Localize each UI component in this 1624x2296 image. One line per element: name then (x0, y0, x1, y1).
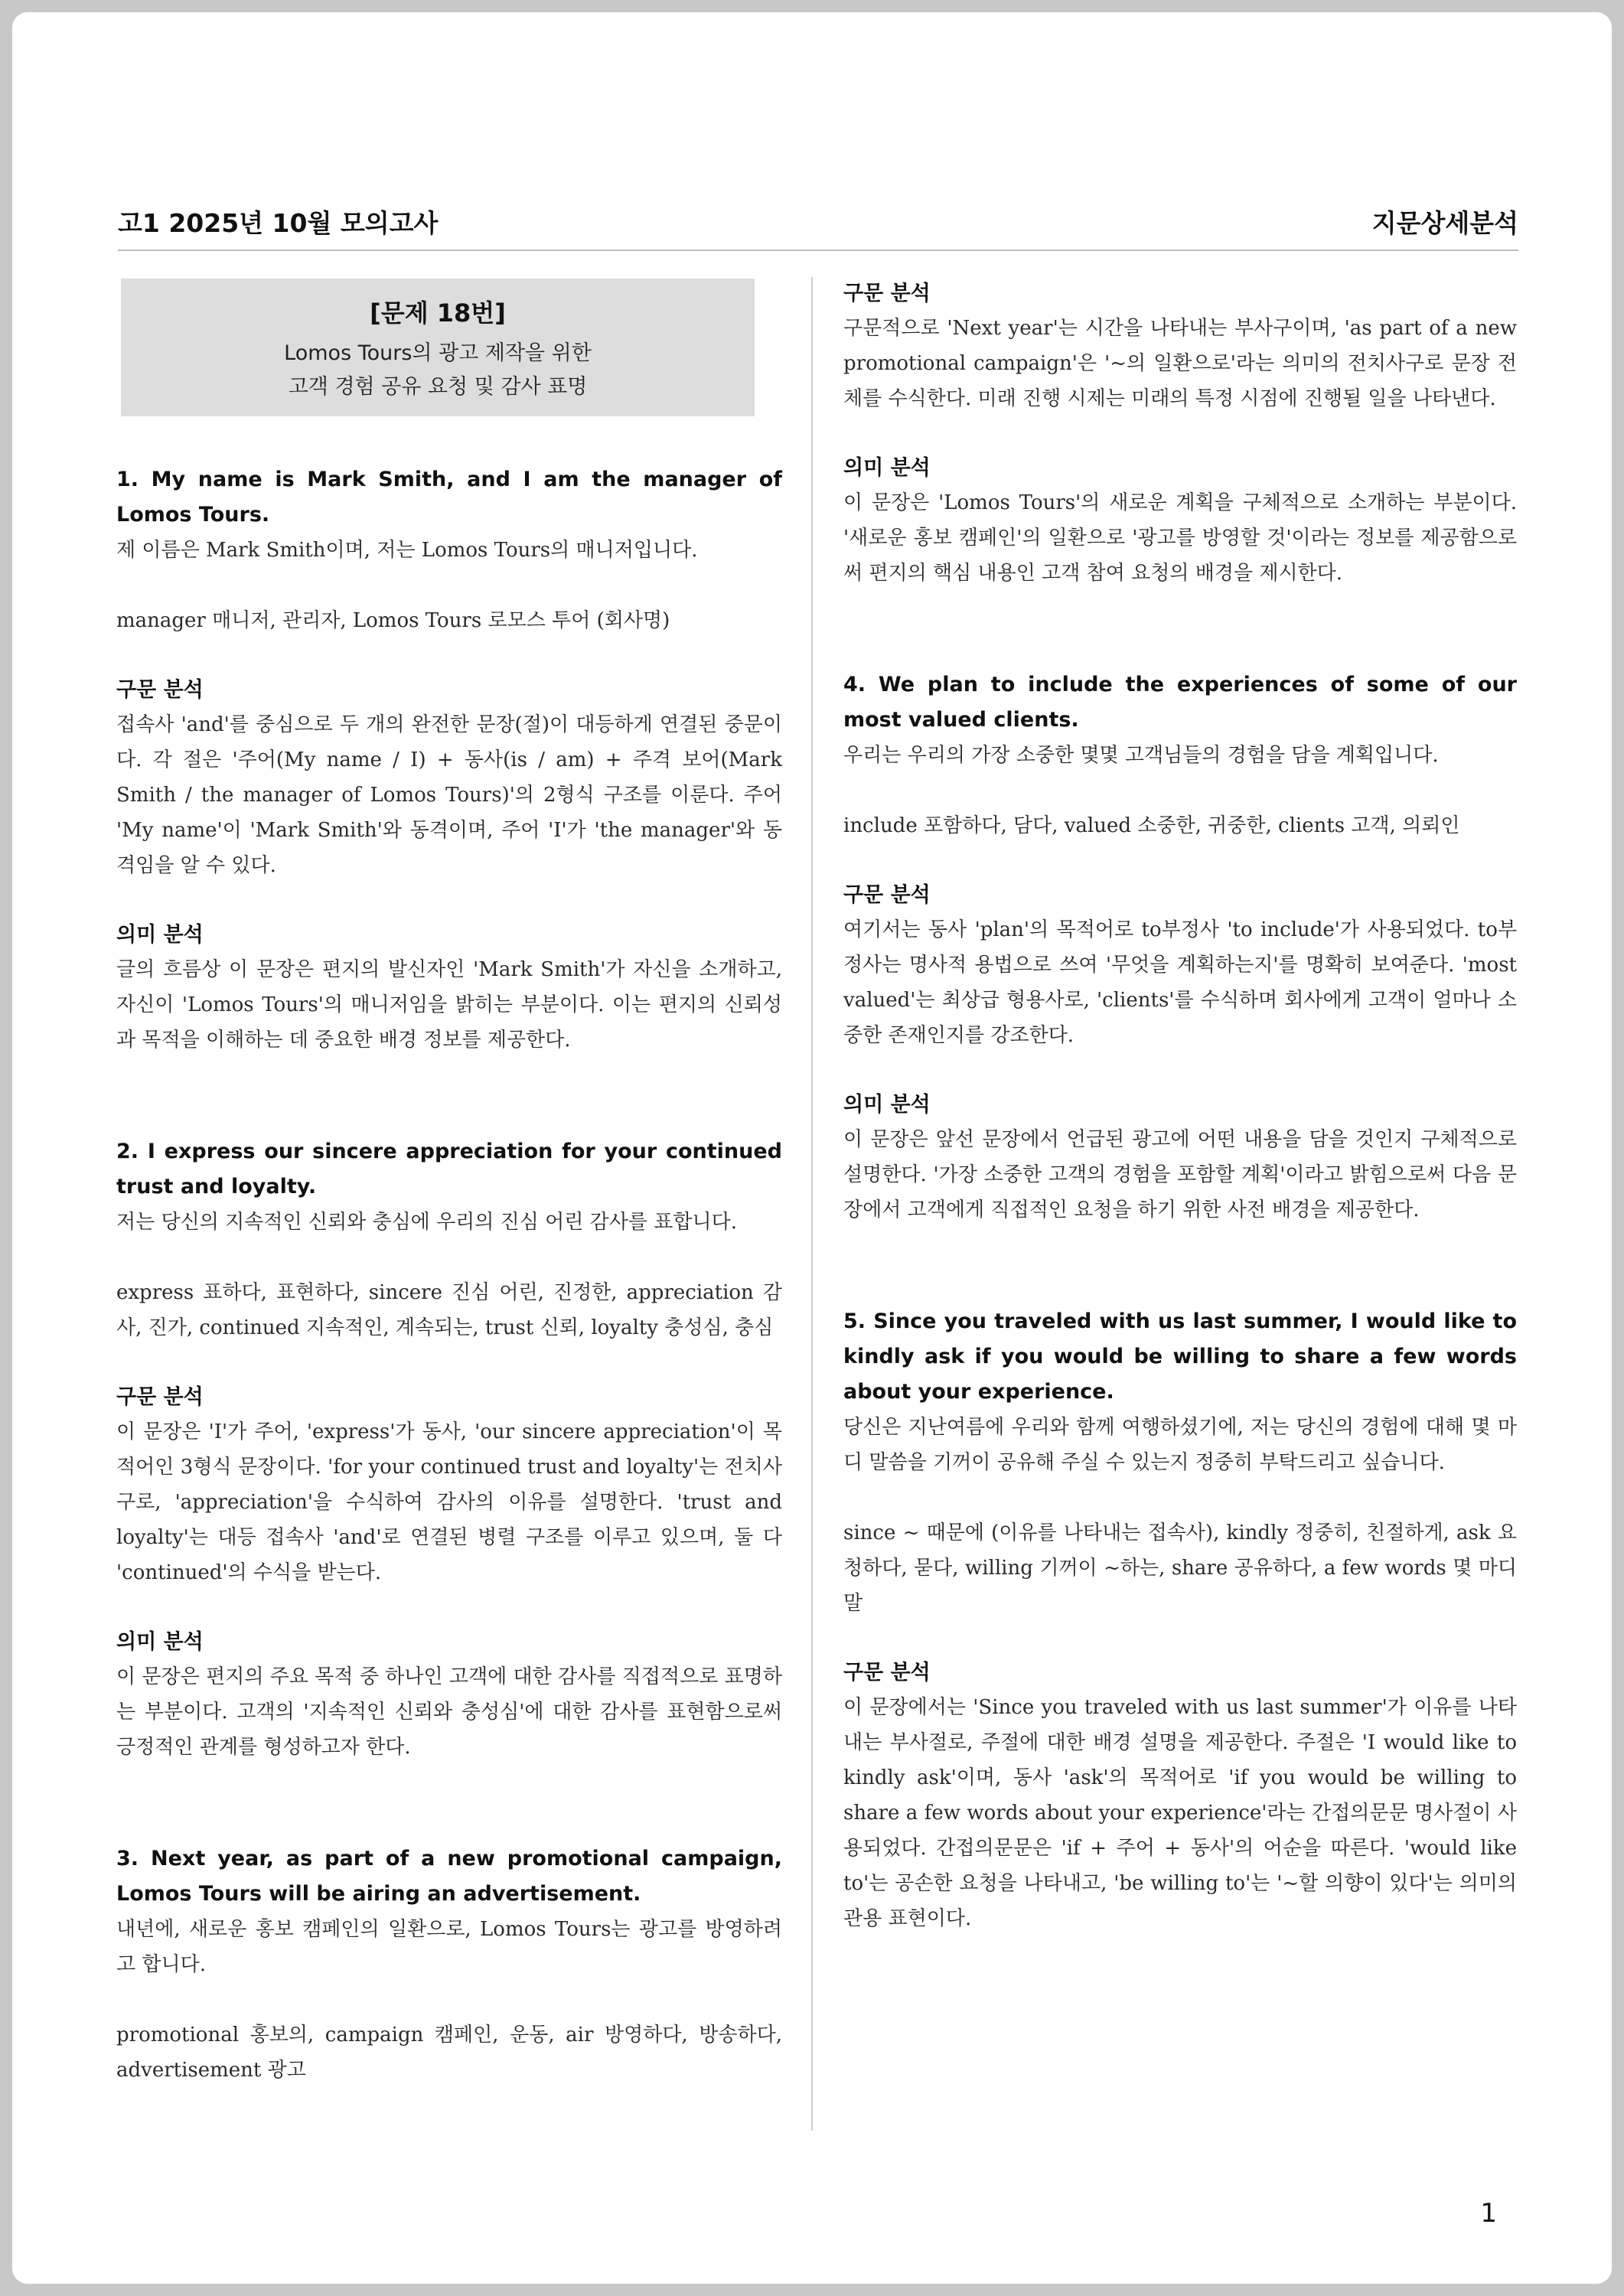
english-sentence: 4. We plan to include the experiences of some of our most valued clients. (843, 673, 1517, 732)
meaning-analysis: 이 문장은 앞선 문장에서 언급된 광고에 어떤 내용을 담을 것인지 구체적으로 설명한다. '가장 소중한 고객의 경험을 포함할 계획'이라고 밝힘으로써 다음 문장에서 고객에게 직접적인 요청을 하기 위한 사전 배경을 제공한다. (843, 1128, 1517, 1221)
meaning-analysis: 이 문장은 편지의 주요 목적 중 하나인 고객에 대한 감사를 직접적으로 표명하는 부분이다. 고객의 '지속적인 신뢰와 충성심'에 대한 감사를 표현함으로써 긍정적인 관계를 형성하고자 한다. (116, 1665, 782, 1759)
question-subtitle-line-2: 고객 경험 공유 요청 및 감사 표명 (288, 375, 588, 399)
sentence-section-3 (116, 1841, 782, 2088)
sentence-section-5 (843, 1304, 1517, 1936)
exam-title: 고1 2025년 10월 모의고사 (118, 208, 439, 238)
syntax-analysis: 여기서는 동사 'plan'의 목적어로 to부정사 'to include'가 사용되었다. to부정사는 명사적 용법으로 쓰여 '무엇을 계획하는지'를 명확히 보여준다. 'most valued'는 최상급 형용사로, 'clients'를 수식하며 회사에게 고객이 얼마나 소중한 존재인지를 강조한다. (843, 918, 1517, 1047)
syntax-heading: 구문 분석 (116, 678, 204, 702)
sentence-section-1 (116, 462, 782, 1058)
meaning-heading: 의미 분석 (843, 1093, 931, 1117)
korean-translation: 우리는 우리의 가장 소중한 몇몇 고객님들의 경험을 담을 계획입니다. (843, 744, 1439, 767)
document-page (12, 12, 1612, 2284)
syntax-analysis: 접속사 'and'를 중심으로 두 개의 완전한 문장(절)이 대등하게 연결된 중문이다. 각 절은 '주어(My name / I) + 동사(is / am) + 주격 보어(Mark Smith / the manager of Lomos Tours)'의 2형식 구조를 이룬다. 주어 'My name'이 'Mark Smith'와 동격이며, 주어 'I'가 'the manager'와 동격임을 알 수 있다. (116, 713, 782, 877)
korean-translation: 제 이름은 Mark Smith이며, 저는 Lomos Tours의 매니저입니다. (116, 539, 698, 562)
vocabulary: since ~ 때문에 (이유를 나타내는 접속사), kindly 정중히, 친절하게, ask 요청하다, 묻다, willing 기꺼이 ~하는, share 공유하다, a few words 몇 마디 말 (843, 1521, 1517, 1615)
meaning-heading: 의미 분석 (843, 456, 931, 480)
syntax-heading: 구문 분석 (843, 1661, 931, 1684)
vocabulary: promotional 홍보의, campaign 캠페인, 운동, air 방영하다, 방송하다, advertisement 광고 (116, 2024, 782, 2082)
vocabulary: manager 매니저, 관리자, Lomos Tours 로모스 투어 (회사명) (116, 609, 670, 632)
sentence-section-4 (843, 667, 1517, 1228)
sentence-section-2 (116, 1134, 782, 1765)
question-subtitle-line-1: Lomos Tours의 광고 제작을 위한 (284, 341, 592, 365)
page-number: 1 (1480, 2198, 1497, 2229)
english-sentence: 3. Next year, as part of a new promotional campaign, Lomos Tours will be airing an advertisement. (116, 1847, 782, 1906)
meaning-analysis: 글의 흐름상 이 문장은 편지의 발신자인 'Mark Smith'가 자신을 소개하고, 자신이 'Lomos Tours'의 매니저임을 밝히는 부분이다. 이는 편지의 신뢰성과 목적을 이해하는 데 중요한 배경 정보를 제공한다. (116, 958, 782, 1052)
meaning-heading: 의미 분석 (116, 923, 204, 947)
korean-translation: 당신은 지난여름에 우리와 함께 여행하셨기에, 저는 당신의 경험에 대해 몇 마디 말씀을 기꺼이 공유해 주실 수 있는지 정중히 부탁드리고 싶습니다. (843, 1416, 1517, 1474)
column-divider (811, 277, 813, 2131)
syntax-analysis: 이 문장은 'I'가 주어, 'express'가 동사, 'our sincere appreciation'이 목적어인 3형식 문장이다. 'for your continued trust and loyalty'는 전치사구로, 'appreciation'을 수식하여 감사의 이유를 설명한다. 'trust and loyalty'는 대등 접속사 'and'로 연결된 병렬 구조를 이루고 있으며, 둘 다 'continued'의 수식을 받는다. (116, 1420, 782, 1584)
question-title-box (121, 279, 755, 416)
english-sentence: 2. I express our sincere appreciation for your continued trust and loyalty. (116, 1140, 782, 1199)
syntax-heading: 구문 분석 (843, 883, 931, 907)
syntax-heading: 구문 분석 (843, 282, 931, 305)
english-sentence: 5. Since you traveled with us last summer, I would like to kindly ask if you would be willing to share a few words about your experience. (843, 1309, 1517, 1404)
section-title: 지문상세분석 (1371, 208, 1518, 238)
right-column (843, 277, 1517, 1971)
korean-translation: 내년에, 새로운 홍보 캠페인의 일환으로, Lomos Tours는 광고를 방영하려고 합니다. (116, 1918, 782, 1976)
question-number: [문제 18번] (370, 298, 506, 328)
english-sentence: 1. My name is Mark Smith, and I am the manager of Lomos Tours. (116, 468, 782, 527)
meaning-analysis: 이 문장은 'Lomos Tours'의 새로운 계획을 구체적으로 소개하는 부분이다. '새로운 홍보 캠페인'의 일환으로 '광고를 방영할 것'이라는 정보를 제공함으로써 편지의 핵심 내용인 고객 참여 요청의 배경을 제시한다. (843, 491, 1517, 585)
korean-translation: 저는 당신의 지속적인 신뢰와 충심에 우리의 진심 어린 감사를 표합니다. (116, 1211, 738, 1234)
syntax-heading: 구문 분석 (116, 1385, 204, 1409)
syntax-analysis: 이 문장에서는 'Since you traveled with us last summer'가 이유를 나타내는 부사절로, 주절에 대한 배경 설명을 제공한다. 주절은 'I would like to kindly ask'이며, 동사 'ask'의 목적어로 'if you would be willing to share a few words about your experience'라는 간접의문문 명사절이 사용되었다. 간접의문문은 'if + 주어 + 동사'의 어순을 따른다. 'would like to'는 공손한 요청을 나타내고, 'be willing to'는 '~할 의향이 있다'는 의미의 관용 표현이다. (843, 1696, 1517, 1930)
sentence-section-3-continued (843, 277, 1517, 591)
vocabulary: include 포함하다, 담다, valued 소중한, 귀중한, clients 고객, 의뢰인 (843, 814, 1460, 837)
left-column (116, 279, 782, 2123)
meaning-heading: 의미 분석 (116, 1630, 204, 1654)
page-header (118, 199, 1518, 251)
vocabulary: express 표하다, 표현하다, sincere 진심 어린, 진정한, appreciation 감사, 진가, continued 지속적인, 계속되는, trust 신뢰, loyalty 충성심, 충심 (116, 1281, 782, 1339)
syntax-analysis: 구문적으로 'Next year'는 시간을 나타내는 부사구이며, 'as part of a new promotional campaign'은 '~의 일환으로'라는 의미의 전치사구로 문장 전체를 수식한다. 미래 진행 시제는 미래의 특정 시점에 진행될 일을 나타낸다. (843, 317, 1517, 410)
